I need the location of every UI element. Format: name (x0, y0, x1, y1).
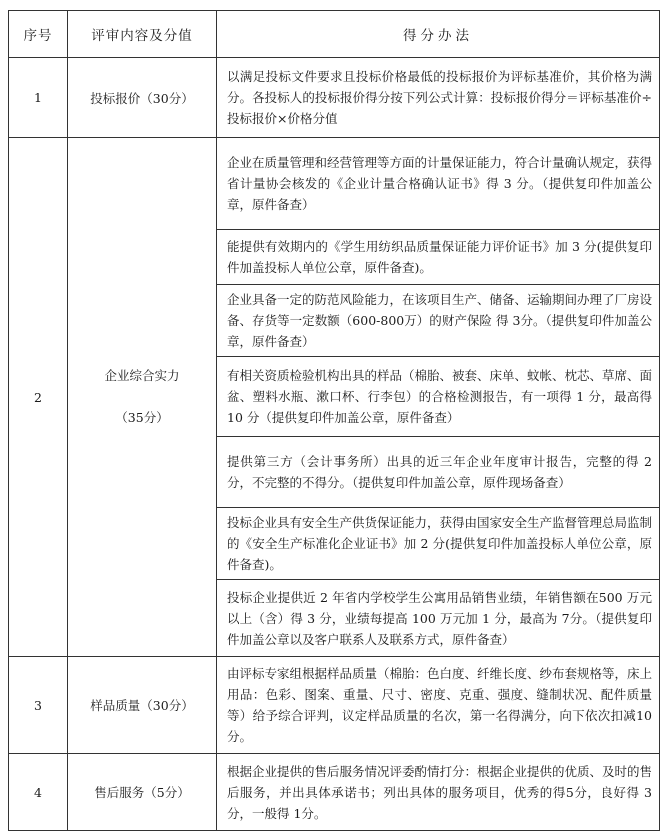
scoring-table (8, 10, 660, 831)
row-no: 3 (9, 657, 68, 754)
header-row (9, 11, 660, 58)
row-no: 1 (9, 58, 68, 138)
header-item: 评审内容及分值 (68, 11, 217, 58)
row-detail: 投标企业具有安全生产供货保证能力，获得由国家安全生产监督管理总局监制的《安全生产标准化企业证书》加 2 分(提供复印件加盖投标人单位公章，原件备查)。 (217, 508, 660, 580)
row-detail: 企业具备一定的防范风险能力，在该项目生产、储备、运输期间办理了厂房设备、存货等一定数额（600-800万）的财产保险 得 3分。（提供复印件加盖公章，原件备查） (217, 285, 660, 357)
row-detail: 企业在质量管理和经营管理等方面的计量保证能力，符合计量确认规定，获得省计量协会核发的《企业计量合格确认证书》得 3 分。（提供复印件加盖公章，原件备查） (217, 138, 660, 230)
table-row (9, 58, 660, 138)
table-row (9, 138, 660, 230)
row-item-group (68, 138, 217, 657)
header-no: 序号 (9, 11, 68, 58)
row-item-score: （35分） (115, 410, 169, 425)
row-detail: 投标企业提供近 2 年省内学校学生公寓用品销售业绩，年销售额在500 万元以上（含）得 3 分，业绩每提高 100 万元加 1 分，最高为 7分。（提供复印件加盖公章以及客户联系人及联系方式，原件备查） (217, 580, 660, 657)
row-no: 2 (9, 138, 68, 657)
table-row (9, 657, 660, 754)
row-item: 企业综合实力 (104, 368, 180, 383)
row-detail: 根据企业提供的售后服务情况评委酌情打分：根据企业提供的优质、及时的售后服务，并出具体承诺书；列出具体的服务项目，优秀的得5分，良好得 3分，一般得 1分。 (217, 754, 660, 831)
table-row (9, 754, 660, 831)
row-detail: 有相关资质检验机构出具的样品（棉胎、被套、床单、蚊帐、枕芯、草席、面盆、塑料水瓶、漱口杯、行李包）的合格检测报告，有一项得 1 分，最高得 10 分（提供复印件加盖公章，原件备查） (217, 357, 660, 437)
row-item: 样品质量（30分） (68, 657, 217, 754)
row-detail: 能提供有效期内的《学生用纺织品质量保证能力评价证书》加 3 分(提供复印件加盖投标人单位公章，原件备查)。 (217, 230, 660, 285)
row-detail: 提供第三方（会计事务所）出具的近三年企业年度审计报告，完整的得 2 分，不完整的不得分。（提供复印件加盖公章，原件现场备查） (217, 437, 660, 508)
row-item: 售后服务（5分） (68, 754, 217, 831)
header-method: 得分办法 (217, 11, 660, 58)
row-no: 4 (9, 754, 68, 831)
row-item: 投标报价（30分） (68, 58, 217, 138)
row-detail: 以满足投标文件要求且投标价格最低的投标报价为评标基准价，其价格为满分。各投标人的投标报价得分按下列公式计算：投标报价得分＝评标基准价÷投标报价×价格分值 (217, 58, 660, 138)
row-detail: 由评标专家组根据样品质量（棉胎：色白度、纤维长度、纱布套规格等，床上用品：色彩、图案、重量、尺寸、密度、克重、强度、缝制状况、配件质量等）给予综合评判，议定样品质量的名次，第一名得满分，向下依次扣减10分。 (217, 657, 660, 754)
